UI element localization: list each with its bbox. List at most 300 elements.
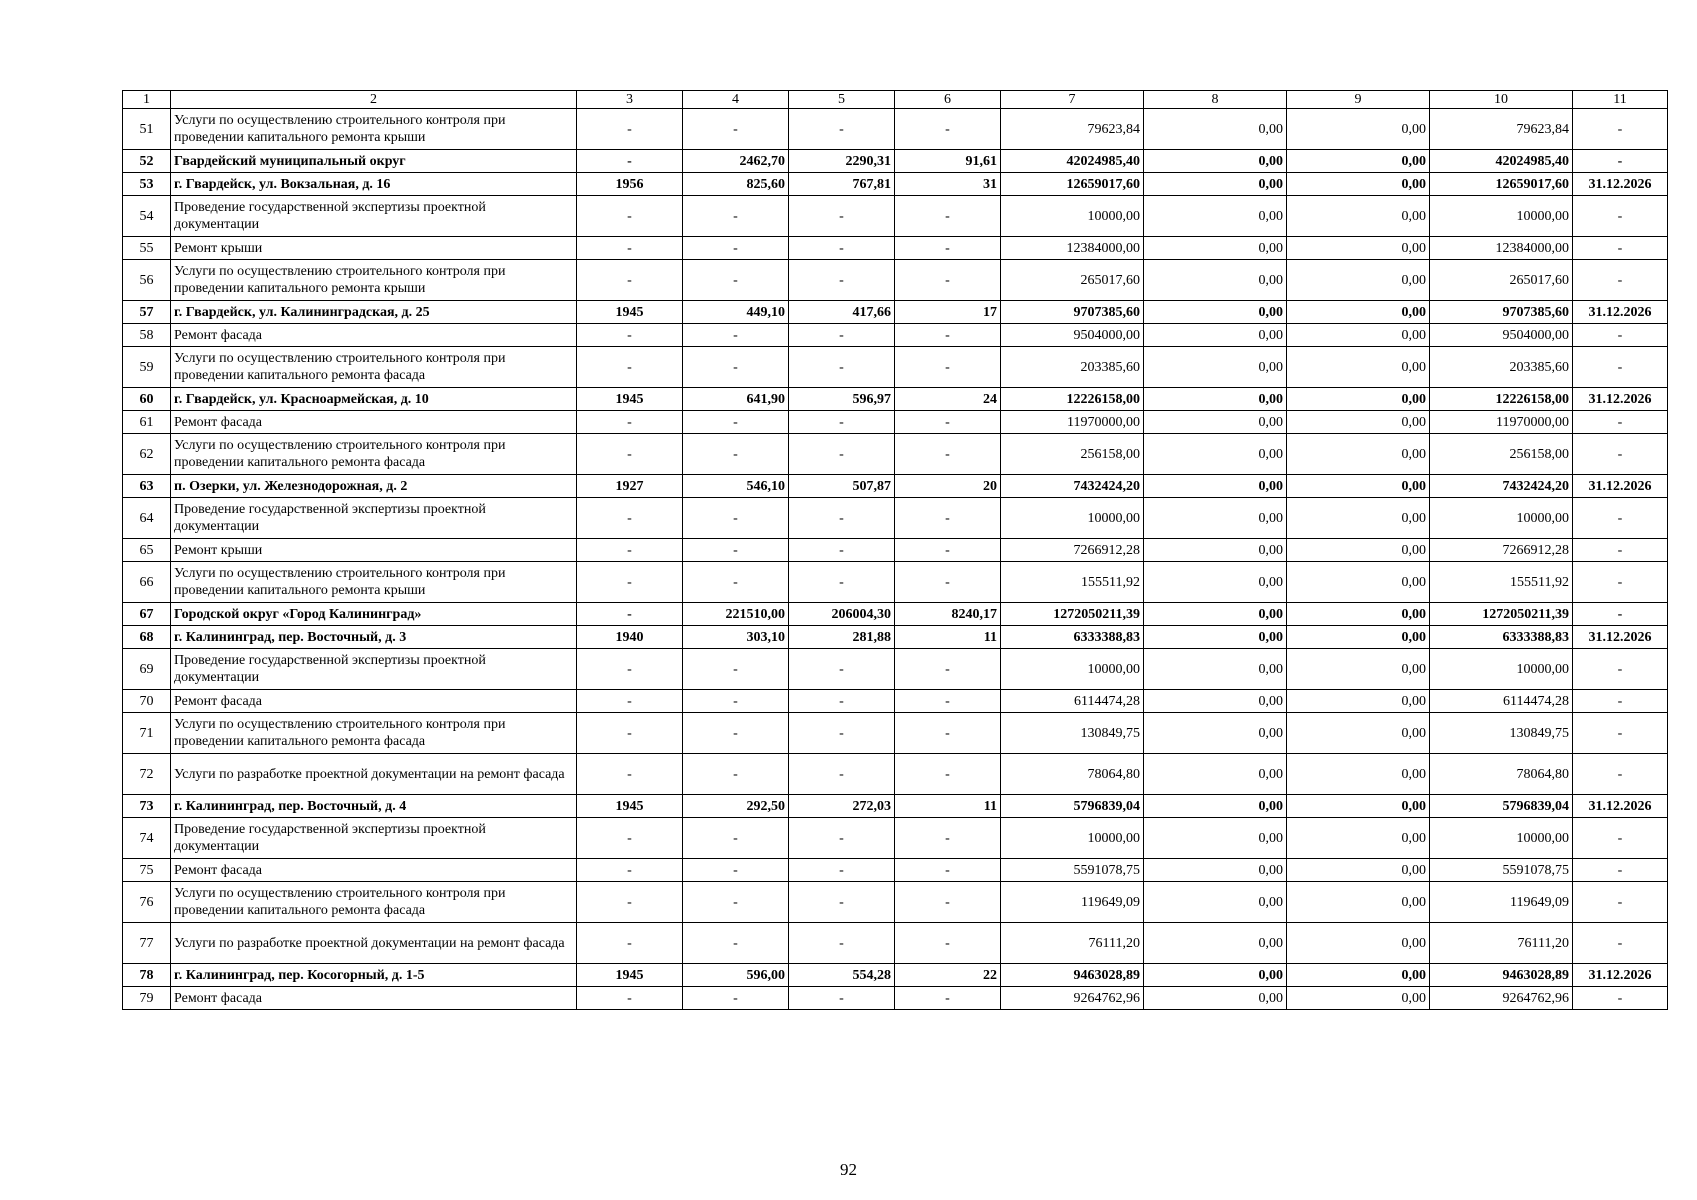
cell-col-area-total: -	[683, 859, 789, 882]
table-row	[123, 923, 1668, 964]
table-row	[123, 649, 1668, 690]
cell-col-deadline: 31.12.2026	[1573, 626, 1668, 649]
cell-col-area-living: 596,97	[789, 388, 895, 411]
cell-col-area-total: -	[683, 260, 789, 301]
cell-col-num: 78	[123, 964, 171, 987]
cell-col-fund-owners: 9463028,89	[1430, 964, 1573, 987]
cell-col-fund-owners: 5796839,04	[1430, 795, 1573, 818]
cell-col-cost-total: 10000,00	[1001, 818, 1144, 859]
cell-col-year: -	[577, 539, 683, 562]
cell-col-residents: -	[895, 882, 1001, 923]
cell-col-fund-federal: 0,00	[1144, 690, 1287, 713]
building-row	[123, 173, 1668, 196]
cell-col-residents: -	[895, 434, 1001, 475]
cell-col-name: Услуги по разработке проектной документации на ремонт фасада	[171, 754, 577, 795]
page-number: 92	[840, 1160, 857, 1179]
table-row	[123, 539, 1668, 562]
cell-col-name: г. Гвардейск, ул. Калининградская, д. 25	[171, 301, 577, 324]
cell-col-area-total: -	[683, 434, 789, 475]
cell-col-fund-regional: 0,00	[1287, 196, 1430, 237]
cell-col-residents: 91,61	[895, 150, 1001, 173]
cell-col-fund-regional: 0,00	[1287, 626, 1430, 649]
cell-col-fund-federal: 0,00	[1144, 173, 1287, 196]
cell-col-year: -	[577, 150, 683, 173]
cell-col-residents: -	[895, 690, 1001, 713]
cell-col-area-total: -	[683, 754, 789, 795]
cell-col-fund-owners: 7266912,28	[1430, 539, 1573, 562]
cell-col-cost-total: 265017,60	[1001, 260, 1144, 301]
cell-col-fund-owners: 12384000,00	[1430, 237, 1573, 260]
cell-col-fund-federal: 0,00	[1144, 562, 1287, 603]
cell-col-deadline: -	[1573, 498, 1668, 539]
cell-col-year: -	[577, 649, 683, 690]
cell-col-area-living: 417,66	[789, 301, 895, 324]
cell-col-cost-total: 79623,84	[1001, 109, 1144, 150]
cell-col-year: -	[577, 690, 683, 713]
cell-col-fund-regional: 0,00	[1287, 818, 1430, 859]
cell-col-fund-owners: 9707385,60	[1430, 301, 1573, 324]
table-row	[123, 498, 1668, 539]
cell-col-name: Услуги по осуществлению строительного контроля при проведении капитального ремонта крыши	[171, 109, 577, 150]
cell-col-deadline: -	[1573, 150, 1668, 173]
cell-col-area-total: -	[683, 690, 789, 713]
cell-col-fund-federal: 0,00	[1144, 434, 1287, 475]
cell-col-cost-total: 10000,00	[1001, 649, 1144, 690]
cell-col-num: 69	[123, 649, 171, 690]
cell-col-deadline: -	[1573, 324, 1668, 347]
cell-col-area-living: -	[789, 713, 895, 754]
cell-col-year: -	[577, 434, 683, 475]
cell-col-name: Ремонт крыши	[171, 237, 577, 260]
table-row	[123, 324, 1668, 347]
table-row	[123, 237, 1668, 260]
cell-col-deadline: -	[1573, 713, 1668, 754]
cell-col-cost-total: 9463028,89	[1001, 964, 1144, 987]
cell-col-area-total: 825,60	[683, 173, 789, 196]
cell-col-residents: 20	[895, 475, 1001, 498]
cell-col-area-total: -	[683, 562, 789, 603]
cell-col-area-total: 641,90	[683, 388, 789, 411]
cell-col-deadline: -	[1573, 859, 1668, 882]
cell-col-deadline: 31.12.2026	[1573, 301, 1668, 324]
cell-col-num: 53	[123, 173, 171, 196]
cell-col-area-total: 596,00	[683, 964, 789, 987]
cell-col-area-living: 554,28	[789, 964, 895, 987]
cell-col-area-living: -	[789, 411, 895, 434]
cell-col-year: 1940	[577, 626, 683, 649]
cell-col-deadline: 31.12.2026	[1573, 173, 1668, 196]
cell-col-name: Услуги по осуществлению строительного контроля при проведении капитального ремонта фасада	[171, 434, 577, 475]
cell-col-area-living: 2290,31	[789, 150, 895, 173]
cell-col-num: 56	[123, 260, 171, 301]
cell-col-residents: -	[895, 260, 1001, 301]
cell-col-residents: -	[895, 498, 1001, 539]
cell-col-name: Проведение государственной экспертизы проектной документации	[171, 818, 577, 859]
cell-col-name: Ремонт фасада	[171, 324, 577, 347]
cell-col-fund-owners: 119649,09	[1430, 882, 1573, 923]
cell-col-num: 65	[123, 539, 171, 562]
cell-col-fund-regional: 0,00	[1287, 987, 1430, 1010]
cell-col-name: Ремонт фасада	[171, 859, 577, 882]
cell-col-residents: -	[895, 859, 1001, 882]
cell-col-fund-owners: 6333388,83	[1430, 626, 1573, 649]
cell-col-year: -	[577, 818, 683, 859]
cell-col-name: Гвардейский муниципальный округ	[171, 150, 577, 173]
cell-col-year: -	[577, 109, 683, 150]
cell-col-residents: -	[895, 411, 1001, 434]
building-row	[123, 964, 1668, 987]
cell-col-year: 1945	[577, 795, 683, 818]
cell-col-area-living: 507,87	[789, 475, 895, 498]
cell-col-num: 52	[123, 150, 171, 173]
cell-col-residents: -	[895, 324, 1001, 347]
header-col-num: 1	[123, 91, 171, 109]
cell-col-fund-owners: 9504000,00	[1430, 324, 1573, 347]
cell-col-year: -	[577, 498, 683, 539]
cell-col-cost-total: 11970000,00	[1001, 411, 1144, 434]
cell-col-year: -	[577, 237, 683, 260]
cell-col-residents: -	[895, 754, 1001, 795]
cell-col-fund-regional: 0,00	[1287, 301, 1430, 324]
cell-col-fund-regional: 0,00	[1287, 649, 1430, 690]
cell-col-deadline: -	[1573, 818, 1668, 859]
cell-col-residents: -	[895, 818, 1001, 859]
cell-col-num: 76	[123, 882, 171, 923]
cell-col-area-living: -	[789, 324, 895, 347]
cell-col-name: Услуги по разработке проектной документации на ремонт фасада	[171, 923, 577, 964]
cell-col-residents: -	[895, 713, 1001, 754]
cell-col-fund-owners: 130849,75	[1430, 713, 1573, 754]
cell-col-cost-total: 10000,00	[1001, 196, 1144, 237]
cell-col-area-living: -	[789, 196, 895, 237]
cell-col-name: Услуги по осуществлению строительного контроля при проведении капитального ремонта фасада	[171, 882, 577, 923]
cell-col-fund-owners: 6114474,28	[1430, 690, 1573, 713]
cell-col-name: Проведение государственной экспертизы проектной документации	[171, 196, 577, 237]
cell-col-num: 68	[123, 626, 171, 649]
header-col-area-living: 5	[789, 91, 895, 109]
cell-col-fund-federal: 0,00	[1144, 964, 1287, 987]
cell-col-num: 59	[123, 347, 171, 388]
cell-col-fund-federal: 0,00	[1144, 388, 1287, 411]
cell-col-area-living: -	[789, 923, 895, 964]
cell-col-cost-total: 5796839,04	[1001, 795, 1144, 818]
cell-col-area-living: -	[789, 498, 895, 539]
cell-col-area-living: -	[789, 649, 895, 690]
cell-col-area-total: -	[683, 411, 789, 434]
cell-col-deadline: 31.12.2026	[1573, 795, 1668, 818]
table-row	[123, 562, 1668, 603]
cell-col-num: 79	[123, 987, 171, 1010]
cell-col-name: г. Калининград, пер. Косогорный, д. 1-5	[171, 964, 577, 987]
cell-col-cost-total: 5591078,75	[1001, 859, 1144, 882]
cell-col-cost-total: 9504000,00	[1001, 324, 1144, 347]
cell-col-fund-federal: 0,00	[1144, 498, 1287, 539]
cell-col-fund-federal: 0,00	[1144, 713, 1287, 754]
cell-col-fund-federal: 0,00	[1144, 324, 1287, 347]
cell-col-fund-owners: 203385,60	[1430, 347, 1573, 388]
cell-col-area-living: -	[789, 859, 895, 882]
cell-col-name: Ремонт фасада	[171, 987, 577, 1010]
cell-col-name: г. Гвардейск, ул. Вокзальная, д. 16	[171, 173, 577, 196]
cell-col-residents: 24	[895, 388, 1001, 411]
cell-col-fund-regional: 0,00	[1287, 754, 1430, 795]
cell-col-fund-regional: 0,00	[1287, 434, 1430, 475]
table-row	[123, 196, 1668, 237]
cell-col-num: 70	[123, 690, 171, 713]
cell-col-fund-owners: 10000,00	[1430, 649, 1573, 690]
cell-col-deadline: -	[1573, 649, 1668, 690]
cell-col-cost-total: 6333388,83	[1001, 626, 1144, 649]
cell-col-deadline: 31.12.2026	[1573, 388, 1668, 411]
cell-col-num: 55	[123, 237, 171, 260]
cell-col-area-total: -	[683, 324, 789, 347]
cell-col-fund-federal: 0,00	[1144, 475, 1287, 498]
cell-col-residents: -	[895, 562, 1001, 603]
cell-col-fund-federal: 0,00	[1144, 754, 1287, 795]
cell-col-area-total: -	[683, 713, 789, 754]
cell-col-area-living: -	[789, 882, 895, 923]
cell-col-cost-total: 78064,80	[1001, 754, 1144, 795]
cell-col-area-total: -	[683, 498, 789, 539]
table-row	[123, 690, 1668, 713]
cell-col-name: г. Калининград, пер. Восточный, д. 3	[171, 626, 577, 649]
cell-col-fund-owners: 10000,00	[1430, 196, 1573, 237]
cell-col-num: 61	[123, 411, 171, 434]
cell-col-fund-owners: 1272050211,39	[1430, 603, 1573, 626]
cell-col-area-living: 767,81	[789, 173, 895, 196]
cell-col-year: -	[577, 859, 683, 882]
table-row	[123, 859, 1668, 882]
cell-col-cost-total: 256158,00	[1001, 434, 1144, 475]
cell-col-fund-federal: 0,00	[1144, 539, 1287, 562]
cell-col-area-total: -	[683, 818, 789, 859]
cell-col-fund-owners: 79623,84	[1430, 109, 1573, 150]
cell-col-year: -	[577, 882, 683, 923]
cell-col-cost-total: 6114474,28	[1001, 690, 1144, 713]
cell-col-fund-regional: 0,00	[1287, 388, 1430, 411]
cell-col-fund-federal: 0,00	[1144, 859, 1287, 882]
cell-col-fund-owners: 10000,00	[1430, 818, 1573, 859]
cell-col-deadline: -	[1573, 539, 1668, 562]
cell-col-area-living: -	[789, 539, 895, 562]
cell-col-year: -	[577, 411, 683, 434]
cell-col-residents: 17	[895, 301, 1001, 324]
header-col-area-total: 4	[683, 91, 789, 109]
cell-col-fund-federal: 0,00	[1144, 347, 1287, 388]
cell-col-area-total: 292,50	[683, 795, 789, 818]
cell-col-fund-regional: 0,00	[1287, 260, 1430, 301]
table-row	[123, 411, 1668, 434]
table-body	[123, 91, 1668, 1010]
cell-col-fund-owners: 12226158,00	[1430, 388, 1573, 411]
cell-col-fund-federal: 0,00	[1144, 795, 1287, 818]
cell-col-fund-owners: 78064,80	[1430, 754, 1573, 795]
cell-col-area-living: -	[789, 347, 895, 388]
cell-col-name: Услуги по осуществлению строительного контроля при проведении капитального ремонта крыши	[171, 260, 577, 301]
header-col-name: 2	[171, 91, 577, 109]
cell-col-fund-owners: 42024985,40	[1430, 150, 1573, 173]
cell-col-year: -	[577, 347, 683, 388]
cell-col-area-living: 272,03	[789, 795, 895, 818]
cell-col-fund-owners: 265017,60	[1430, 260, 1573, 301]
cell-col-area-total: -	[683, 882, 789, 923]
cell-col-fund-regional: 0,00	[1287, 498, 1430, 539]
header-col-fund-regional: 9	[1287, 91, 1430, 109]
cell-col-area-total: -	[683, 347, 789, 388]
cell-col-fund-owners: 12659017,60	[1430, 173, 1573, 196]
cell-col-fund-owners: 11970000,00	[1430, 411, 1573, 434]
table-row	[123, 347, 1668, 388]
cell-col-name: Ремонт крыши	[171, 539, 577, 562]
cell-col-area-living: -	[789, 109, 895, 150]
cell-col-area-living: -	[789, 434, 895, 475]
cell-col-residents: 31	[895, 173, 1001, 196]
cell-col-num: 67	[123, 603, 171, 626]
cell-col-name: Ремонт фасада	[171, 690, 577, 713]
cell-col-residents: 11	[895, 795, 1001, 818]
cell-col-residents: -	[895, 347, 1001, 388]
table-row	[123, 987, 1668, 1010]
cell-col-fund-regional: 0,00	[1287, 690, 1430, 713]
subtotal-row	[123, 150, 1668, 173]
table-row	[123, 260, 1668, 301]
cell-col-name: п. Озерки, ул. Железнодорожная, д. 2	[171, 475, 577, 498]
cell-col-fund-federal: 0,00	[1144, 301, 1287, 324]
cell-col-deadline: -	[1573, 690, 1668, 713]
cell-col-num: 58	[123, 324, 171, 347]
header-col-fund-federal: 8	[1144, 91, 1287, 109]
cell-col-num: 66	[123, 562, 171, 603]
cell-col-name: Ремонт фасада	[171, 411, 577, 434]
table-row	[123, 109, 1668, 150]
header-col-residents: 6	[895, 91, 1001, 109]
cell-col-cost-total: 7266912,28	[1001, 539, 1144, 562]
cell-col-area-total: 221510,00	[683, 603, 789, 626]
cell-col-fund-federal: 0,00	[1144, 150, 1287, 173]
header-col-cost-total: 7	[1001, 91, 1144, 109]
cell-col-area-total: -	[683, 987, 789, 1010]
cell-col-year: 1945	[577, 388, 683, 411]
building-row	[123, 388, 1668, 411]
cell-col-cost-total: 76111,20	[1001, 923, 1144, 964]
cell-col-area-total: 449,10	[683, 301, 789, 324]
cell-col-num: 54	[123, 196, 171, 237]
cell-col-num: 51	[123, 109, 171, 150]
cell-col-name: г. Гвардейск, ул. Красноармейская, д. 10	[171, 388, 577, 411]
cell-col-area-total: -	[683, 539, 789, 562]
cell-col-year: 1956	[577, 173, 683, 196]
cell-col-area-total: -	[683, 237, 789, 260]
cell-col-num: 57	[123, 301, 171, 324]
cell-col-fund-federal: 0,00	[1144, 626, 1287, 649]
cell-col-cost-total: 155511,92	[1001, 562, 1144, 603]
cell-col-deadline: -	[1573, 882, 1668, 923]
table-row	[123, 434, 1668, 475]
cell-col-name: Проведение государственной экспертизы проектной документации	[171, 498, 577, 539]
table-row	[123, 754, 1668, 795]
cell-col-area-living: -	[789, 690, 895, 713]
cell-col-area-total: 546,10	[683, 475, 789, 498]
cell-col-fund-regional: 0,00	[1287, 859, 1430, 882]
cell-col-num: 75	[123, 859, 171, 882]
cell-col-fund-federal: 0,00	[1144, 109, 1287, 150]
cell-col-deadline: -	[1573, 603, 1668, 626]
cell-col-cost-total: 203385,60	[1001, 347, 1144, 388]
cell-col-residents: -	[895, 196, 1001, 237]
cell-col-cost-total: 12659017,60	[1001, 173, 1144, 196]
cell-col-year: -	[577, 987, 683, 1010]
cell-col-fund-owners: 155511,92	[1430, 562, 1573, 603]
cell-col-residents: -	[895, 237, 1001, 260]
cell-col-area-total: -	[683, 649, 789, 690]
cell-col-cost-total: 1272050211,39	[1001, 603, 1144, 626]
capital-repair-table	[122, 90, 1668, 1010]
cell-col-fund-federal: 0,00	[1144, 237, 1287, 260]
cell-col-deadline: -	[1573, 347, 1668, 388]
column-number-row	[123, 91, 1668, 109]
cell-col-cost-total: 12384000,00	[1001, 237, 1144, 260]
cell-col-deadline: 31.12.2026	[1573, 475, 1668, 498]
cell-col-deadline: -	[1573, 923, 1668, 964]
cell-col-num: 62	[123, 434, 171, 475]
cell-col-cost-total: 9264762,96	[1001, 987, 1144, 1010]
cell-col-residents: 11	[895, 626, 1001, 649]
cell-col-fund-regional: 0,00	[1287, 109, 1430, 150]
cell-col-cost-total: 130849,75	[1001, 713, 1144, 754]
cell-col-year: -	[577, 196, 683, 237]
cell-col-num: 72	[123, 754, 171, 795]
cell-col-fund-regional: 0,00	[1287, 562, 1430, 603]
cell-col-deadline: -	[1573, 434, 1668, 475]
cell-col-name: г. Калининград, пер. Восточный, д. 4	[171, 795, 577, 818]
cell-col-num: 74	[123, 818, 171, 859]
cell-col-residents: -	[895, 987, 1001, 1010]
cell-col-cost-total: 12226158,00	[1001, 388, 1144, 411]
cell-col-name: Услуги по осуществлению строительного контроля при проведении капитального ремонта фасада	[171, 713, 577, 754]
cell-col-fund-regional: 0,00	[1287, 713, 1430, 754]
cell-col-fund-regional: 0,00	[1287, 964, 1430, 987]
cell-col-deadline: -	[1573, 109, 1668, 150]
cell-col-area-living: -	[789, 562, 895, 603]
cell-col-fund-federal: 0,00	[1144, 882, 1287, 923]
cell-col-fund-regional: 0,00	[1287, 475, 1430, 498]
cell-col-deadline: -	[1573, 754, 1668, 795]
cell-col-area-living: -	[789, 987, 895, 1010]
table-row	[123, 818, 1668, 859]
cell-col-fund-regional: 0,00	[1287, 237, 1430, 260]
cell-col-year: -	[577, 562, 683, 603]
cell-col-deadline: -	[1573, 237, 1668, 260]
cell-col-name: Проведение государственной экспертизы проектной документации	[171, 649, 577, 690]
cell-col-fund-regional: 0,00	[1287, 795, 1430, 818]
cell-col-fund-regional: 0,00	[1287, 882, 1430, 923]
cell-col-deadline: -	[1573, 196, 1668, 237]
cell-col-fund-regional: 0,00	[1287, 324, 1430, 347]
header-col-fund-owners: 10	[1430, 91, 1573, 109]
cell-col-cost-total: 10000,00	[1001, 498, 1144, 539]
cell-col-fund-owners: 7432424,20	[1430, 475, 1573, 498]
cell-col-fund-federal: 0,00	[1144, 923, 1287, 964]
cell-col-cost-total: 9707385,60	[1001, 301, 1144, 324]
cell-col-year: -	[577, 260, 683, 301]
cell-col-year: -	[577, 754, 683, 795]
cell-col-area-living: -	[789, 260, 895, 301]
cell-col-fund-federal: 0,00	[1144, 603, 1287, 626]
cell-col-year: -	[577, 324, 683, 347]
cell-col-num: 63	[123, 475, 171, 498]
cell-col-year: -	[577, 603, 683, 626]
cell-col-year: 1945	[577, 301, 683, 324]
